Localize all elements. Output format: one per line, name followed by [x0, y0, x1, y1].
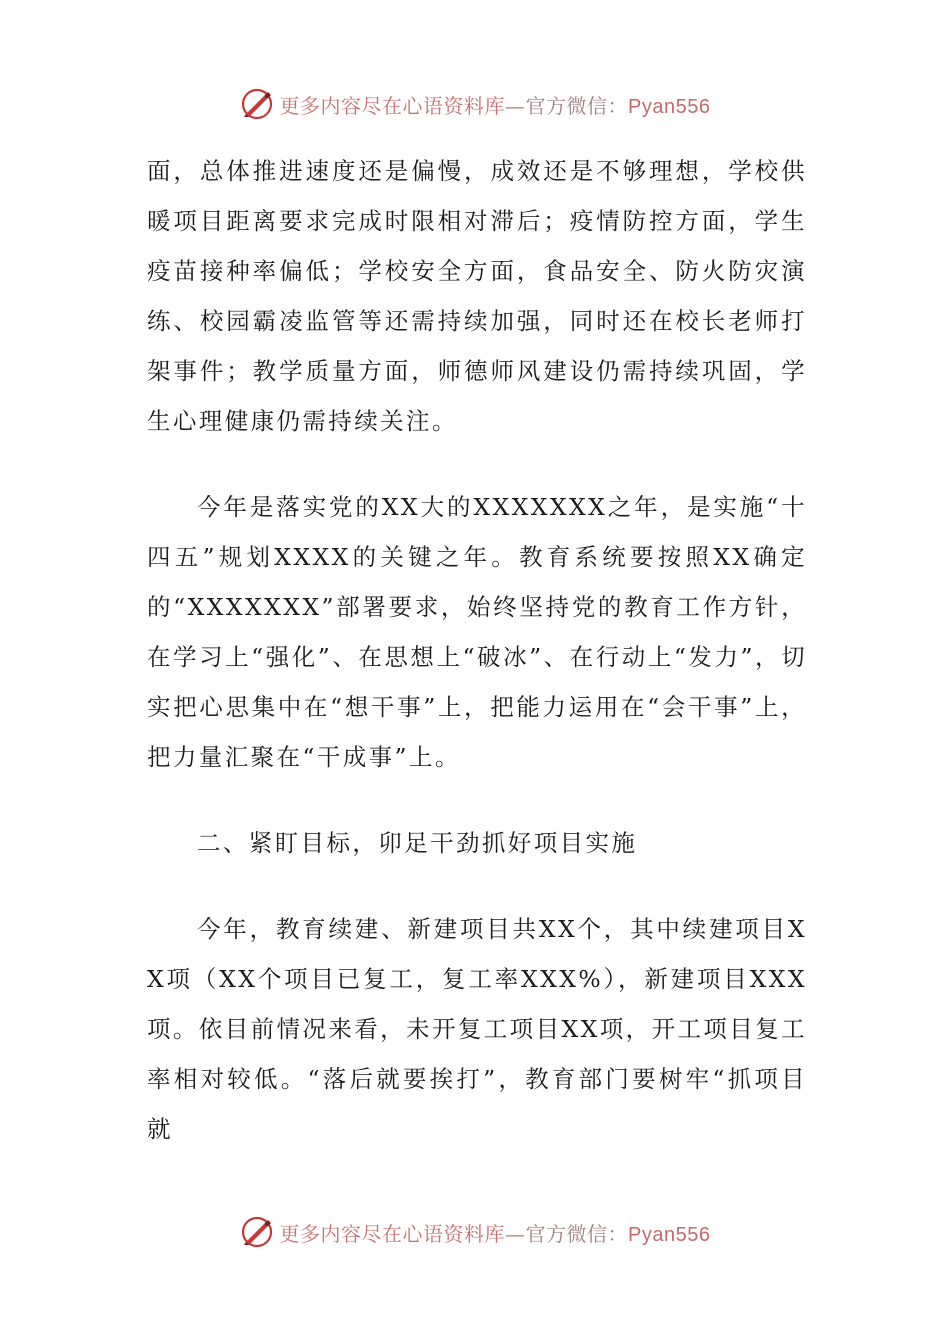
- section-heading: 二、紧盯目标，卯足干劲抓好项目实施: [197, 829, 638, 857]
- paragraph-gap: [147, 446, 807, 482]
- footer-text-main: 更多内容尽在心语资料库: [279, 1221, 506, 1246]
- paragraph-2: 今年是落实党的XX大的XXXXXXX之年，是实施“十四五”规划XXXX的关键之年。教育系统要按照XX确定的“XXXXXXX”部署要求，始终坚持党的教育工作方针，在学习上“强化”、在思想上“破冰”、在行动上“发力”，切实把心思集中在“想干事”上，把能力运用在“会干事”上，把力量汇聚在“干成事”上。: [147, 493, 807, 771]
- paragraph-3: 今年，教育续建、新建项目共XX个，其中续建项目XX项（XX个项目已复工，复工率XXX%），新建项目XXX项。依目前情况来看，未开复工项目XX项，开工项目复工率相对较低。“落后就要挨打”，教育部门要树牢“抓项目就: [147, 915, 807, 1143]
- paragraph-gap: [147, 868, 807, 904]
- header-text-dash: —: [505, 93, 526, 118]
- footer-text: [280, 1218, 711, 1247]
- footer-text-wechat: 官方微信：: [525, 1221, 629, 1246]
- header-text-main: 更多内容尽在心语资料库: [279, 93, 506, 118]
- footer-banner: [0, 1212, 950, 1252]
- header-text-wechat: 官方微信：: [525, 93, 629, 118]
- paragraph-1: 面，总体推进速度还是偏慢，成效还是不够理想，学校供暖项目距离要求完成时限相对滞后；疫情防控方面，学生疫苗接种率偏低；学校安全方面，食品安全、防火防灾演练、校园霸凌监管等还需持续加强，同时还在校长老师打架事件；教学质量方面，师德师风建设仍需持续巩固，学生心理健康仍需持续关注。: [147, 157, 807, 435]
- footer-text-id: Pyan556: [628, 1223, 711, 1246]
- header-text: [280, 90, 711, 119]
- footer-text-dash: —: [505, 1221, 526, 1246]
- pen-logo-icon: [240, 1215, 274, 1249]
- header-banner: [0, 84, 950, 124]
- pen-logo-icon: [240, 87, 274, 121]
- document-body: [147, 146, 807, 1154]
- header-text-id: Pyan556: [628, 95, 711, 118]
- paragraph-gap: [147, 782, 807, 818]
